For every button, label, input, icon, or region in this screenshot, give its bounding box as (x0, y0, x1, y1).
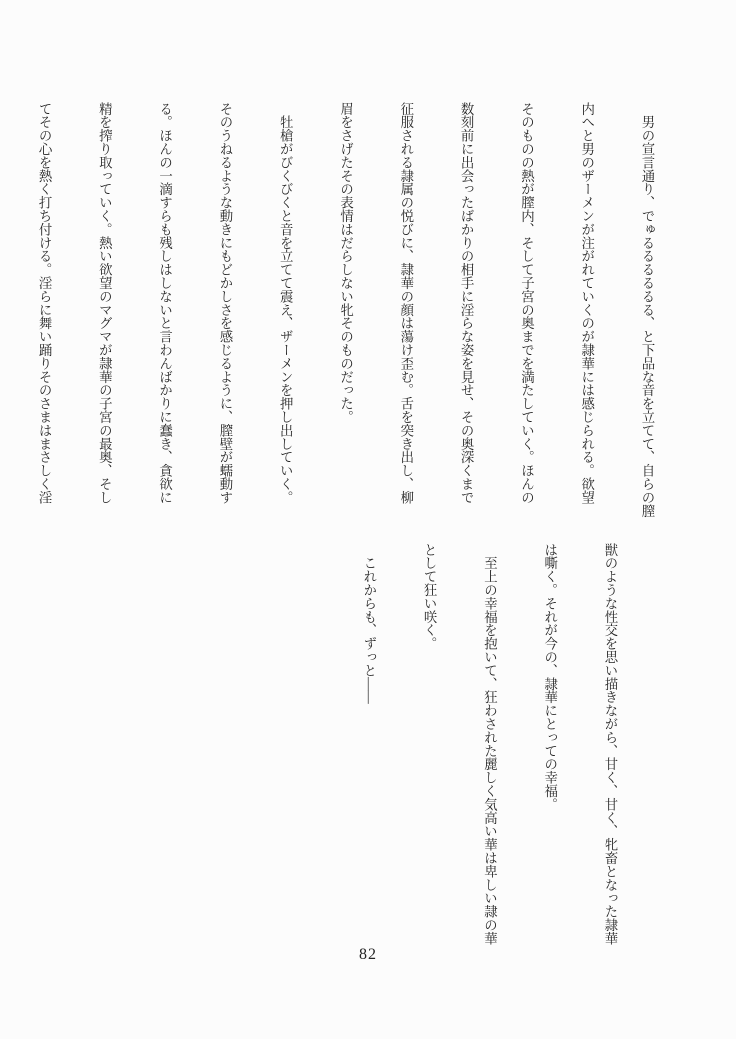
text-line: 数刻前に出会ったばかりの相手に淫らな姿を見せ、その奥深くまで (459, 102, 475, 504)
text-line: 眉をさげたその表情はだらしない牝そのものだった。 (338, 102, 354, 424)
text-line: は嘶く。それが今の、隷華にとっての幸福。 (542, 543, 558, 811)
text-block-main (0, 102, 693, 526)
text-line: 内へと男のザーメンが注がれていくのが隷華には感じられる。欲望 (579, 102, 595, 504)
text-line: そのものの熱が膣内、そして子宮の奥までを満たしていく。ほんの (519, 102, 535, 504)
text-line: 牡槍がびくびくと音を立てて震え、ザーメンを押し出していく。 (278, 102, 294, 504)
text-line: 精を搾り取っていく。熱い欲望のマグマが隷華の子宮の最奥、そし (97, 102, 113, 504)
text-line: 男の宣言通り、でゅるるるるるる、と下品な音を立てて、自らの膣 (640, 102, 655, 518)
text-line: 至上の幸福を抱いて、狂わされた麗しく気高い華は卑しい隷の華 (482, 543, 498, 945)
text-line: 征服される隷属の悦びに、隷華の顔は蕩け歪む。舌を突き出し、柳 (398, 102, 414, 504)
text-line: 獣のような性交を思い描きながら、甘く、甘く、牝畜となった隷華 (603, 543, 618, 945)
page-number: 82 (359, 946, 377, 963)
text-block-closing (323, 543, 656, 955)
text-line: これからも、ずっと―― (361, 543, 377, 704)
text-line: てその心を熱く打ち付ける。淫らに舞い踊りそのさまはまさしく淫 (37, 102, 53, 504)
text-line: そのうねるような動きにもどかしさを感じるように、膣壁が蠕動す (217, 102, 233, 504)
text-line: る。ほんの一滴すらも残しはしないと言わんばかりに蠢き、貪欲に (157, 102, 173, 504)
text-line: として狂い咲く。 (422, 543, 438, 651)
